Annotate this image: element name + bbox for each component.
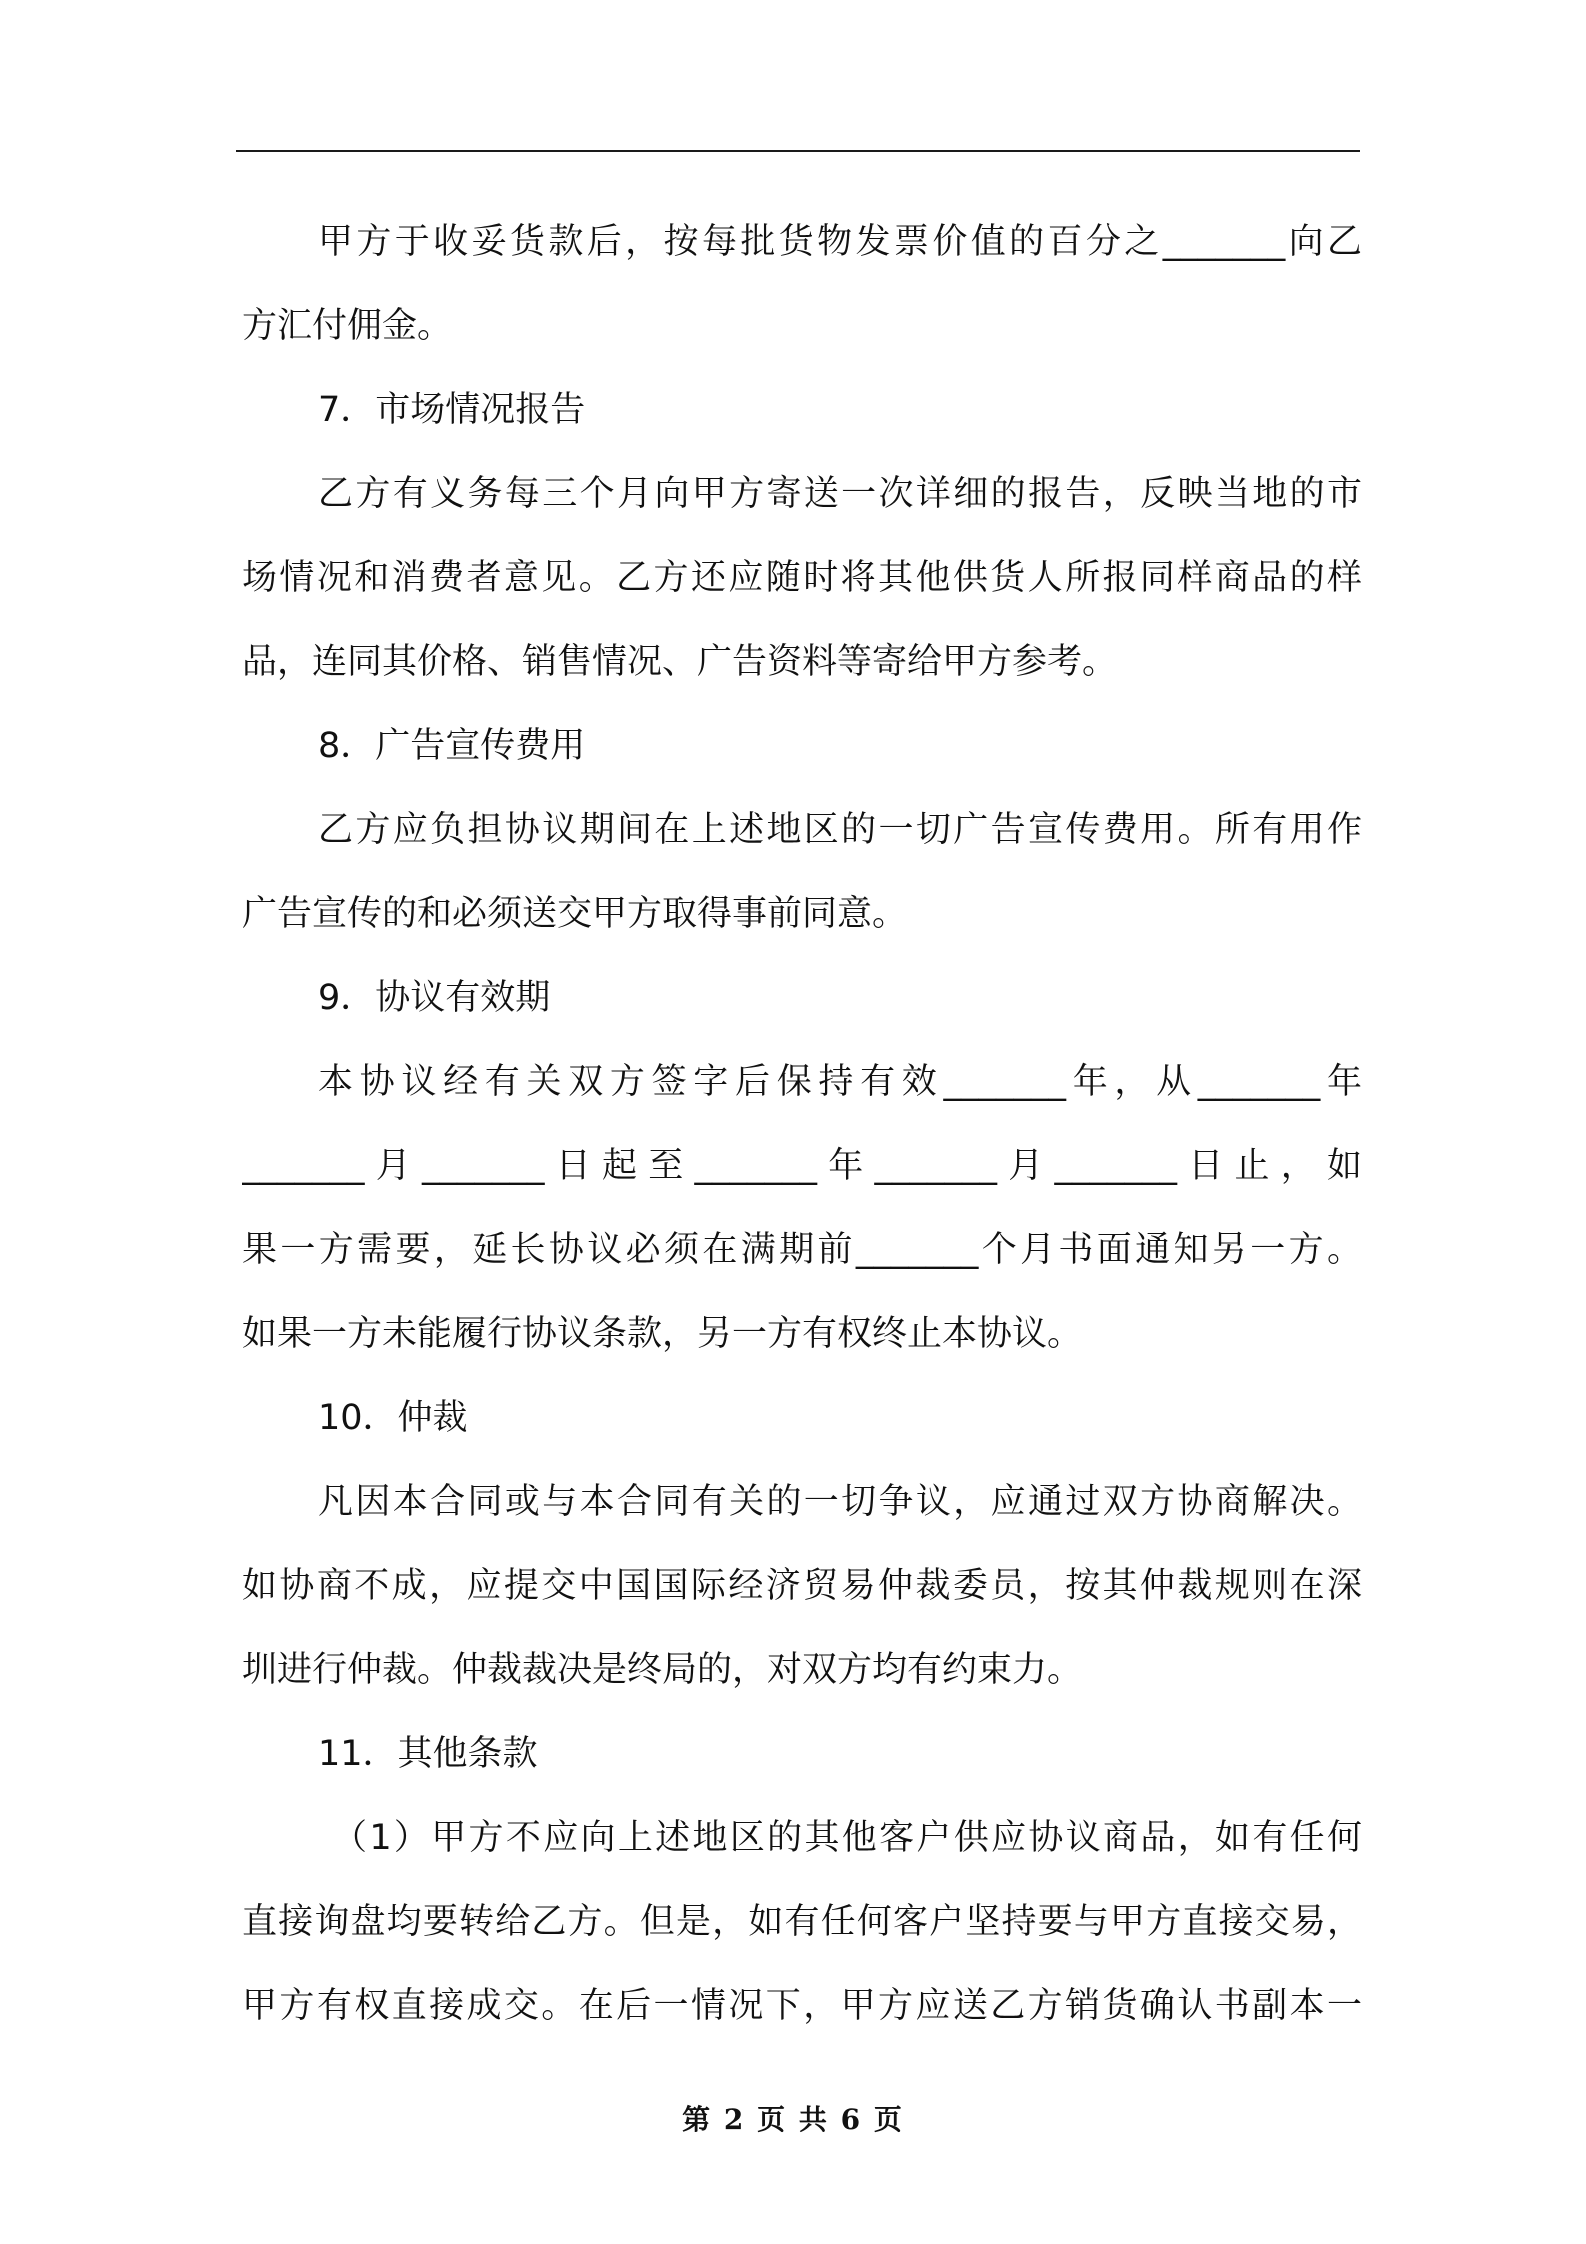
paragraph-line: 乙方应负担协议期间在上述地区的一切广告宣传费用。所有用作	[318, 810, 1362, 850]
section-heading: 8．广告宣传费用	[318, 726, 586, 766]
section-heading: 7．市场情况报告	[318, 390, 586, 430]
paragraph-line: 方汇付佣金。	[242, 306, 453, 346]
paragraph-line: 场情况和消费者意见。乙方还应随时将其他供货人所报同样商品的样	[242, 558, 1362, 598]
paragraph-line: 甲方有权直接成交。在后一情况下，甲方应送乙方销货确认书副本一	[242, 1986, 1362, 2026]
paragraph-line: 如协商不成，应提交中国国际经济贸易仲裁委员，按其仲裁规则在深	[242, 1566, 1362, 1606]
section-heading: 11．其他条款	[318, 1734, 538, 1774]
paragraph-line: 直接询盘均要转给乙方。但是，如有任何客户坚持要与甲方直接交易，	[242, 1902, 1362, 1942]
paragraph-line: 广告宣传的和必须送交甲方取得事前同意。	[242, 894, 908, 934]
section-heading: 9．协议有效期	[318, 978, 551, 1018]
paragraph-line: （1）甲方不应向上述地区的其他客户供应协议商品，如有任何	[332, 1818, 1362, 1858]
page-number-footer: 第 2 页 共 6 页	[682, 2103, 904, 2136]
paragraph-line: 凡因本合同或与本合同有关的一切争议，应通过双方协商解决。	[318, 1482, 1362, 1522]
paragraph-line: 品，连同其价格、销售情况、广告资料等寄给甲方参考。	[242, 642, 1118, 682]
section-heading: 10．仲裁	[318, 1398, 468, 1438]
paragraph-line: 甲方于收妥货款后，按每批货物发票价值的百分之_______向乙	[318, 222, 1362, 262]
paragraph-line: 圳进行仲裁。仲裁裁决是终局的，对双方均有约束力。	[242, 1650, 1083, 1690]
paragraph-line: 果一方需要，延长协议必须在满期前_______个月书面通知另一方。	[242, 1230, 1362, 1270]
paragraph-line: 乙方有义务每三个月向甲方寄送一次详细的报告，反映当地的市	[318, 474, 1362, 514]
paragraph-line: 如果一方未能履行协议条款，另一方有权终止本协议。	[242, 1314, 1083, 1354]
paragraph-line: _______月_______日起至_______年_______月_______日止，如	[242, 1146, 1362, 1186]
header-rule	[236, 150, 1360, 152]
paragraph-line: 本协议经有关双方签字后保持有效_______年，从_______年	[318, 1062, 1362, 1102]
document-body	[242, 200, 1362, 2048]
